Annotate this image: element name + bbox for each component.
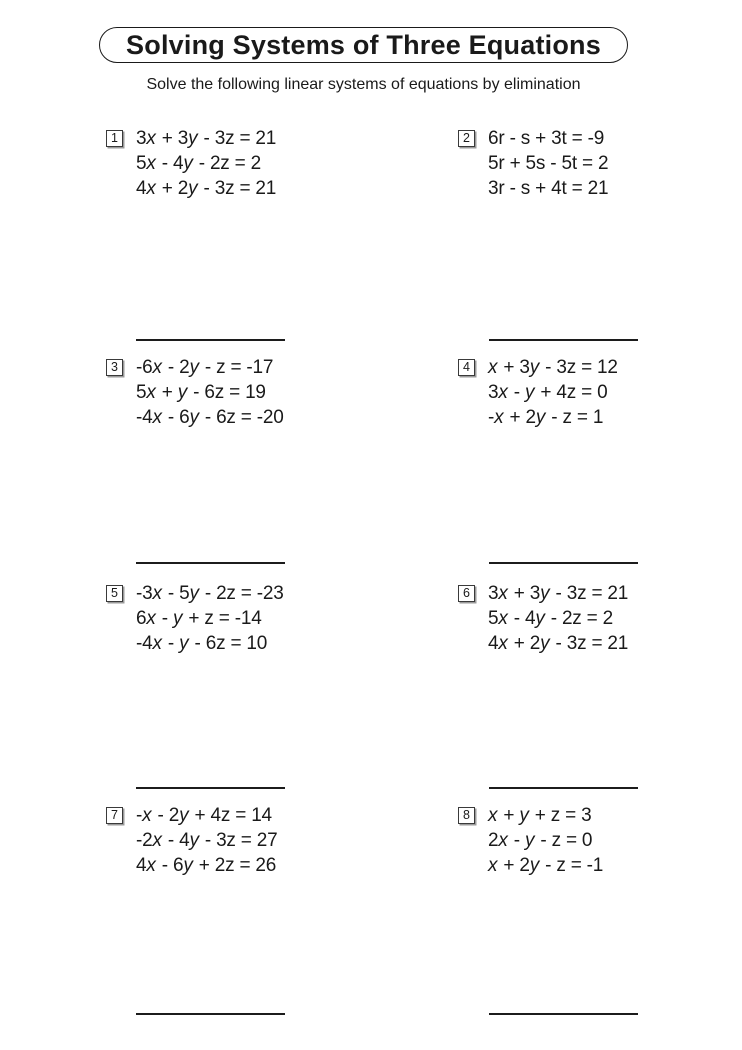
answer-line bbox=[489, 787, 638, 789]
problem bbox=[458, 126, 608, 201]
equation-line: x + y + z = 3 bbox=[488, 805, 592, 826]
answer-line bbox=[136, 1013, 285, 1015]
problem bbox=[106, 581, 284, 656]
answer-line bbox=[136, 562, 285, 564]
equation-line: 4x + 2y - 3z = 21 bbox=[136, 178, 277, 199]
equation-line: -6x - 2y - z = -17 bbox=[136, 357, 274, 378]
equation-list bbox=[488, 126, 608, 201]
problem-number: 6 bbox=[463, 586, 470, 601]
equation-line: 3r - s + 4t = 21 bbox=[488, 178, 609, 199]
worksheet-title-box bbox=[99, 27, 628, 63]
equation-list bbox=[136, 803, 278, 878]
page-title: Solving Systems of Three Equations bbox=[126, 29, 601, 60]
problem bbox=[458, 581, 628, 656]
equation-line: 3x - y + 4z = 0 bbox=[488, 382, 608, 403]
problem bbox=[106, 355, 284, 430]
equation-line: -x + 2y - z = 1 bbox=[488, 407, 604, 428]
equation-line: 6x - y + z = -14 bbox=[136, 608, 262, 629]
worksheet-instructions: Solve the following linear systems of equations by elimination bbox=[146, 76, 581, 93]
answer-line bbox=[489, 562, 638, 564]
problem-number: 4 bbox=[463, 360, 470, 375]
problem-number-box bbox=[106, 130, 123, 147]
equation-line: 2x - y - z = 0 bbox=[488, 830, 593, 851]
problem-number: 3 bbox=[111, 360, 118, 375]
equation-line: 4x + 2y - 3z = 21 bbox=[488, 633, 629, 654]
equation-line: 5x - 4y - 2z = 2 bbox=[488, 608, 614, 629]
problem-number: 8 bbox=[463, 808, 470, 823]
problem-number: 1 bbox=[111, 131, 118, 146]
equation-line: -x - 2y + 4z = 14 bbox=[136, 805, 272, 826]
equation-list bbox=[136, 355, 284, 430]
equation-line: 6r - s + 3t = -9 bbox=[488, 128, 605, 149]
equation-line: -3x - 5y - 2z = -23 bbox=[136, 583, 284, 604]
problem bbox=[106, 126, 276, 201]
answer-line bbox=[489, 1013, 638, 1015]
equation-line: 5x + y - 6z = 19 bbox=[136, 382, 266, 403]
equation-line: -4x - 6y - 6z = -20 bbox=[136, 407, 284, 428]
equation-line: -4x - y - 6z = 10 bbox=[136, 633, 268, 654]
equation-line: 3x + 3y - 3z = 21 bbox=[136, 128, 277, 149]
equation-list bbox=[136, 126, 276, 201]
equation-list bbox=[136, 581, 284, 656]
problem-number-box bbox=[458, 359, 475, 376]
equation-line: -2x - 4y - 3z = 27 bbox=[136, 830, 278, 851]
equation-line: 3x + 3y - 3z = 21 bbox=[488, 583, 629, 604]
equation-list bbox=[488, 803, 603, 878]
answer-line bbox=[489, 339, 638, 341]
equation-line: x + 2y - z = -1 bbox=[488, 855, 604, 876]
problem-number-box bbox=[106, 807, 123, 824]
problem-number-box bbox=[458, 807, 475, 824]
problem-number-box bbox=[106, 585, 123, 602]
problem bbox=[458, 803, 603, 878]
problem-number-box bbox=[458, 130, 475, 147]
problem-number-box bbox=[106, 359, 123, 376]
problem bbox=[106, 803, 278, 878]
equation-line: 5r + 5s - 5t = 2 bbox=[488, 153, 609, 174]
equation-line: 4x - 6y + 2z = 26 bbox=[136, 855, 277, 876]
equation-list bbox=[488, 581, 628, 656]
answer-line bbox=[136, 339, 285, 341]
problem-number: 5 bbox=[111, 586, 118, 601]
equation-list bbox=[488, 355, 618, 430]
problem bbox=[458, 355, 618, 430]
equation-line: x + 3y - 3z = 12 bbox=[488, 357, 618, 378]
answer-line bbox=[136, 787, 285, 789]
equation-line: 5x - 4y - 2z = 2 bbox=[136, 153, 262, 174]
problem-number-box bbox=[458, 585, 475, 602]
problem-number: 7 bbox=[111, 808, 118, 823]
problem-number: 2 bbox=[463, 131, 470, 146]
